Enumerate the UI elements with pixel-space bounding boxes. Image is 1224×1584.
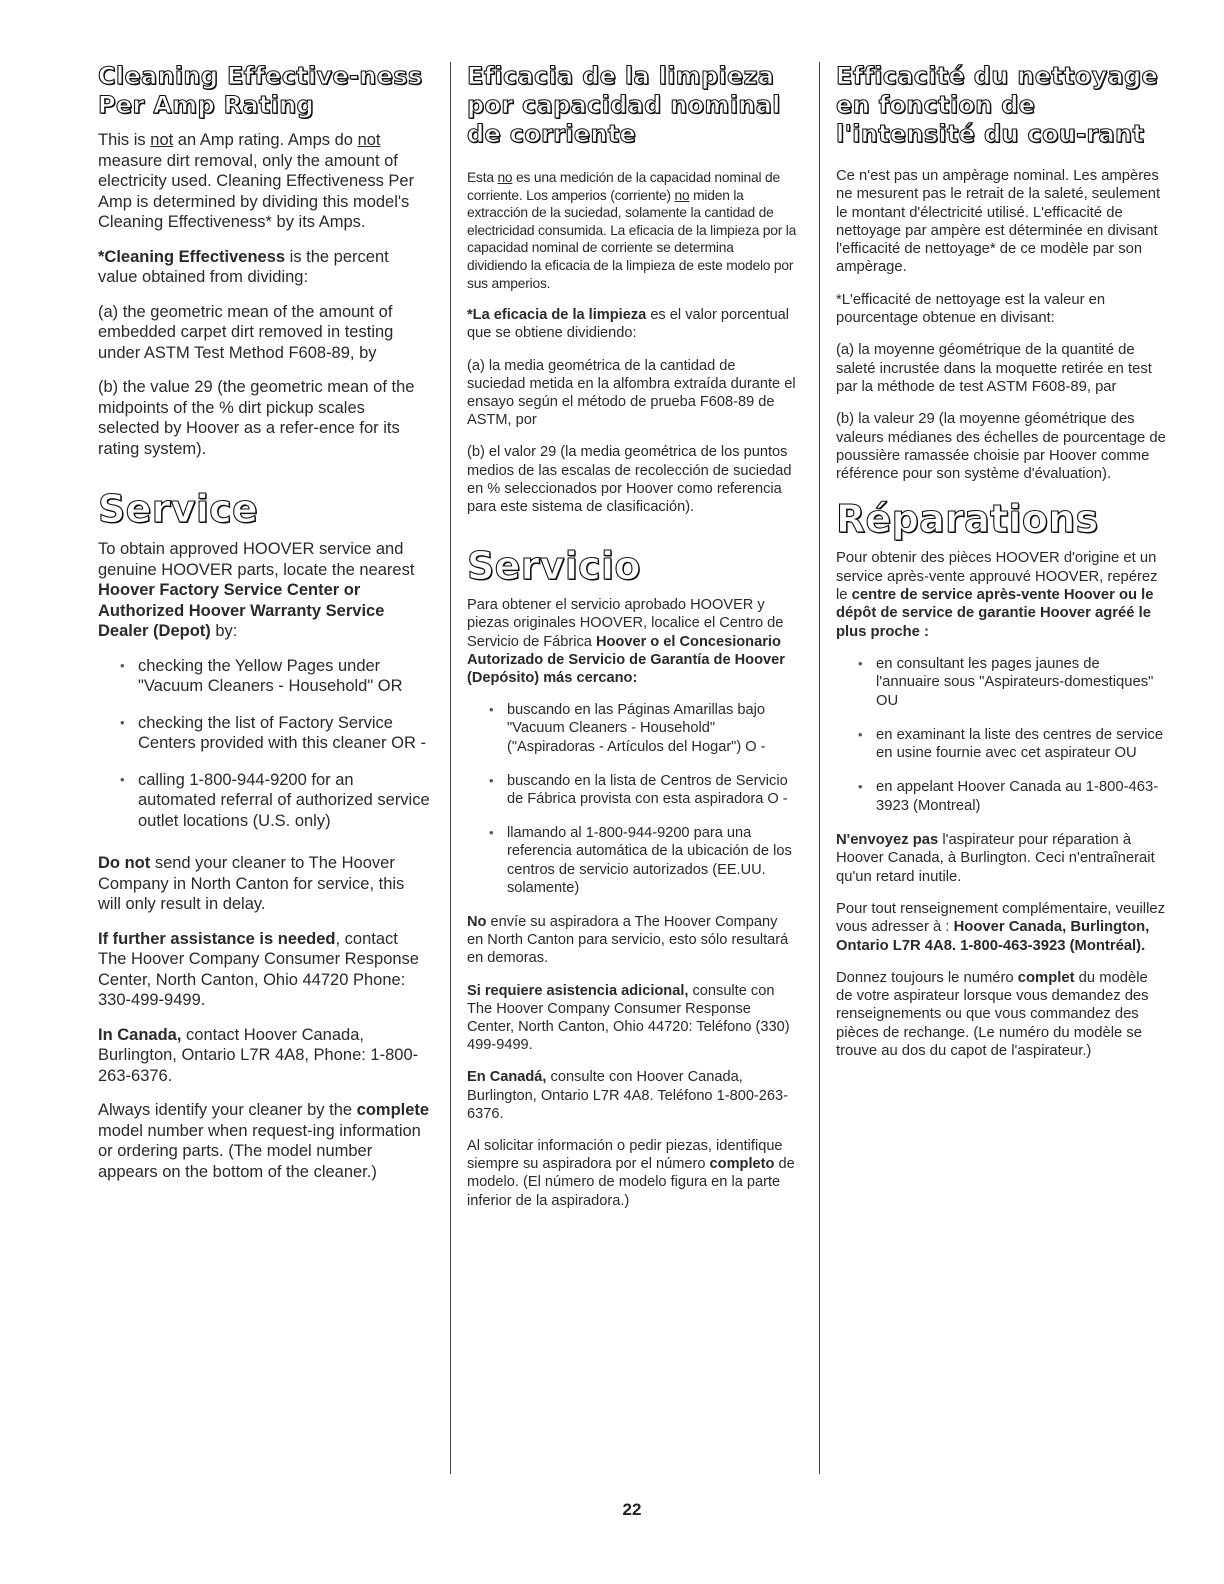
- paragraph: Esta no es una medición de la capacidad nominal de corriente. Los amperios (corriente) no miden la extracción de la suciedad, solamente la cantidad de electricidad consumida. La eficacia de la limpieza por la capacidad nominal de corriente se determina dividiendo la eficacia de la limpieza de este modelo por sus amperios.: [467, 170, 797, 291]
- list-item: • calling 1-800-944-9200 for an automated referral of authorized service outlet locations (U.S. only): [138, 770, 430, 832]
- paragraph: Para obtener el servicio aprobado HOOVER y piezas originales HOOVER, localice el Centro de Servicio de Fábrica Hoover o el Concesionario Autorizado de Servicio de Garantía de Hoover (Depósito) más cercano:: [467, 597, 785, 686]
- paragraph: (a) la media geométrica de la cantidad de suciedad metida en la alfombra extraída durante el ensayo según el método de prueba F608-89 de ASTM, por: [467, 357, 796, 429]
- list-item: • en examinant la liste des centres de service en usine fournie avec cet aspirateur OU: [876, 726, 1166, 763]
- list-item: • en consultant les pages jaunes de l'annuaire sous "Aspirateurs-domestiques" OU: [876, 655, 1166, 710]
- paragraph: (b) la valeur 29 (la moyenne géométrique des valeurs médianes des échelles de pourcentage de poussière ramassée choisie par Hoover comme référence pour son système d'évaluation).: [836, 411, 1166, 483]
- paragraph: Always identify your cleaner by the complete model number when request-ing information or ordering parts. (The model number appears on the bottom of the cleaner.): [98, 1101, 430, 1181]
- bullet-list: [98, 656, 430, 832]
- heading-efficacite: Efficacité du nettoyage en fonction de l'intensité du cou-rant: [836, 62, 1159, 148]
- column-divider: [450, 62, 451, 1474]
- list-item: • en appelant Hoover Canada au 1-800-463-3923 (Montreal): [876, 778, 1166, 815]
- column-divider: [819, 62, 820, 1474]
- paragraph: Ce n'est pas un ampèrage nominal. Les ampères ne mesurent pas le retrait de la saleté, seulement le montant d'électricité utilisé. L'efficacité de nettoyage par ampère est déterminée en divisant l'efficacité de nettoyage* de ce modèle par son ampèrage.: [836, 168, 1161, 276]
- paragraph: (a) the geometric mean of the amount of embedded carpet dirt removed in testing under ASTM Test Method F608-89, by: [98, 302, 394, 362]
- paragraph: *La eficacia de la limpieza es el valor porcentual que se obtiene dividiendo:: [467, 307, 790, 342]
- paragraph: Pour tout renseignement complémentaire, veuillez vous adresser à : Hoover Canada, Burlington, Ontario L7R 4A8. 1-800-463-3923 (Montréal).: [836, 900, 1165, 954]
- paragraph: Donnez toujours le numéro complet du modèle de votre aspirateur lorsque vous demandez des renseignements ou que vous commandez des pièces de rechange. (Le numéro du modèle se trouve au dos du capot de l'aspirateur.): [836, 969, 1149, 1059]
- paragraph: If further assistance is needed, contact The Hoover Company Consumer Response Center, North Canton, Ohio 44720 Phone: 330-499-9499.: [98, 929, 419, 1009]
- list-item: • checking the Yellow Pages under "Vacuum Cleaners - Household" OR: [138, 656, 430, 697]
- paragraph: *L'efficacité de nettoyage est la valeur en pourcentage obtenue en divisant:: [836, 291, 1106, 327]
- paragraph: No envíe su aspiradora a The Hoover Company en North Canton para servicio, esto sólo resultará en demoras.: [467, 914, 789, 967]
- french-column: [836, 62, 1166, 1074]
- list-item: • llamando al 1-800-944-9200 para una referencia automática de la ubicación de los centros de servicio autorizados (EE.UU. solamente): [507, 824, 797, 897]
- paragraph: Si requiere asistencia adicional, consulte con The Hoover Company Consumer Response Center, North Canton, Ohio 44720: Teléfono (330) 499-9499.: [467, 982, 790, 1054]
- paragraph: (b) el valor 29 (la media geométrica de los puntos medios de las escalas de recolección de suciedad en % seleccionados por Hoover como referencia para este sistema de clasificación).: [467, 444, 792, 515]
- paragraph: N'envoyez pas l'aspirateur pour réparation à Hoover Canada, à Burlington. Ceci n'entraînerait qu'un retard inutile.: [836, 832, 1155, 885]
- paragraph: In Canada, contact Hoover Canada, Burlington, Ontario L7R 4A8, Phone: 1-800-263-6376.: [98, 1025, 419, 1085]
- heading-cleaning-effectiveness: Cleaning Effective-ness Per Amp Rating: [98, 62, 423, 119]
- list-item: • buscando en las Páginas Amarillas bajo "Vacuum Cleaners - Household" ("Aspiradoras - Artículos del Hogar") O -: [507, 701, 797, 756]
- paragraph: Al solicitar información o pedir piezas, identifique siempre su aspiradora por el número completo de modelo. (El número de modelo figura en la parte inferior de la aspiradora.): [467, 1138, 795, 1209]
- spanish-column: [467, 62, 797, 1224]
- paragraph: This is not an Amp rating. Amps do not measure dirt removal, only the amount of electricity used. Cleaning Effectiveness Per Amp is determined by dividing this model's Cleaning Effectiveness* by its Amps.: [98, 131, 415, 231]
- page-number: 22: [622, 1500, 642, 1519]
- list-item: • buscando en la lista de Centros de Servicio de Fábrica provista con esta aspiradora O -: [507, 772, 797, 808]
- paragraph: (a) la moyenne géométrique de la quantité de saleté incrustée dans la moquette retirée en test par la méthode de test ASTM F608-89, par: [836, 342, 1152, 395]
- heading-servicio: Servicio: [467, 544, 641, 589]
- paragraph: To obtain approved HOOVER service and genuine HOOVER parts, locate the nearest Hoover Factory Service Center or Authorized Hoover Warranty Service Dealer (Depot) by:: [98, 540, 415, 640]
- paragraph: Pour obtenir des pièces HOOVER d'origine et un service après-vente approuvé HOOVER, repérez le centre de service après-vente Hoover ou le dépôt de service de garantie Hoover agréé le plus proche :: [836, 550, 1158, 640]
- heading-reparations: Réparations: [836, 497, 1099, 542]
- bullet-list: [467, 701, 797, 897]
- english-column: [98, 62, 430, 1196]
- heading-service: Service: [98, 487, 259, 531]
- list-item: • checking the list of Factory Service Centers provided with this cleaner OR -: [138, 713, 430, 754]
- paragraph: *Cleaning Effectiveness is the percent value obtained from dividing:: [98, 247, 389, 286]
- paragraph: Do not send your cleaner to The Hoover Company in North Canton for service, this will only result in delay.: [98, 854, 405, 913]
- paragraph: (b) the value 29 (the geometric mean of the midpoints of the % dirt pickup scales selected by Hoover as a refer-ence for its rating system).: [98, 378, 415, 458]
- bullet-list: [836, 655, 1166, 815]
- paragraph: En Canadá, consulte con Hoover Canada, Burlington, Ontario L7R 4A8. Teléfono 1-800-263-6376.: [467, 1069, 788, 1122]
- heading-eficacia: Eficacia de la limpieza por capacidad nominal de corriente: [467, 62, 781, 148]
